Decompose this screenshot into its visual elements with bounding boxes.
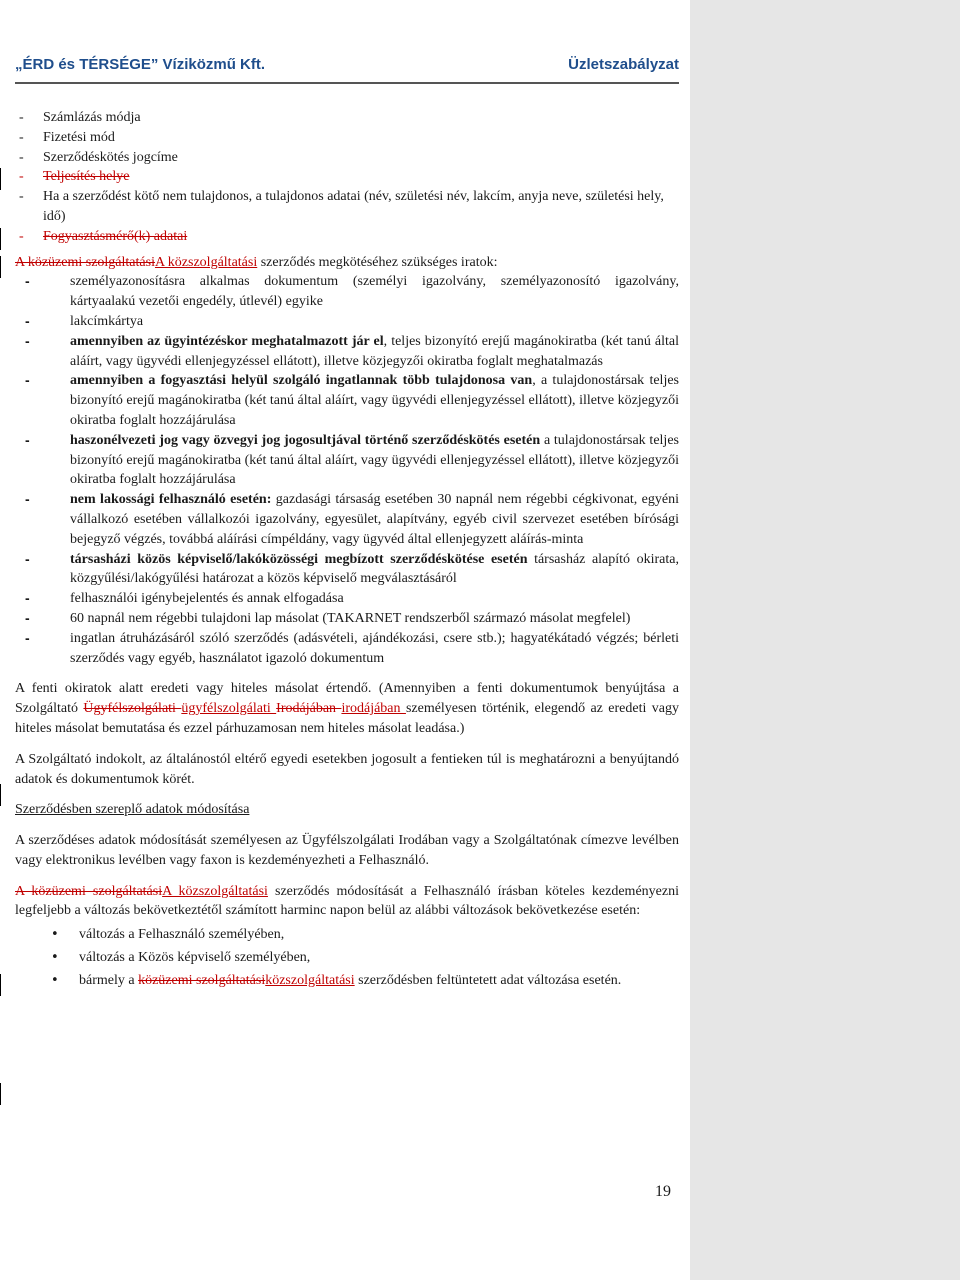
list-item-deleted: - Teljesítés helye	[15, 167, 679, 187]
change-cases-list	[15, 925, 679, 990]
page-number: 19	[655, 1183, 671, 1200]
contract-data-list	[15, 108, 679, 247]
page-body	[15, 108, 679, 994]
comment-margin-pane	[690, 0, 960, 1280]
list-item: • változás a Felhasználó személyében,	[15, 925, 679, 945]
list-item: - haszonélvezeti jog vagy özvegyi jog jogosultjával történő szerződéskötés esetén a tulajdonostársak teljes bizonyító erejű magánokiratba (két tanú által aláírt, vagy ügyvédi ellenjegyzéssel ellátott), illetve közjegyzői okiratba foglalt hozzájárulása	[15, 431, 679, 490]
page-header	[15, 56, 679, 80]
change-bar	[0, 256, 1, 278]
copy-requirement-paragraph: A fenti okiratok alatt eredeti vagy hiteles másolat értendő. (Amennyiben a fenti dokumentumok benyújtása a Szolgáltató Ügyfélszolgálati ügyfélszolgálati Irodájában irodájában személyesen történik, elegendő az eredeti vagy hiteles másolat bemutatása és ezzel párhuzamosan nem hiteles másolat leadása.)	[15, 681, 680, 736]
list-item: - Számlázás módja	[15, 108, 679, 128]
document-title: Üzletszabályzat	[568, 56, 679, 73]
list-item: - 60 napnál nem régebbi tulajdoni lap másolat (TAKARNET rendszerből származó másolat megfelel)	[15, 609, 679, 629]
list-item: • változás a Közös képviselő személyében,	[15, 948, 679, 968]
required-documents-list	[15, 272, 679, 668]
extra-data-paragraph: A Szolgáltató indokolt, az általánostól eltérő egyedi esetekben jogosult a fentieken túl is meghatározni a benyújtandó adatok és dokumentumok körét.	[15, 751, 679, 787]
list-item: - Fizetési mód	[15, 128, 679, 148]
change-bar	[0, 168, 1, 190]
list-item: • bármely a közüzemi szolgáltatásiközszolgáltatási szerződésben feltüntetett adat változása esetén.	[15, 971, 679, 991]
change-bar	[0, 974, 1, 996]
list-item: - Szerződéskötés jogcíme	[15, 148, 679, 168]
change-bar	[0, 228, 1, 250]
list-item: - Ha a szerződést kötő nem tulajdonos, a tulajdonos adatai (név, születési név, lakcím, anyja neve, születési hely, idő)	[15, 187, 679, 227]
list-item: - amennyiben az ügyintézéskor meghatalmazott jár el, teljes bizonyító erejű magánokiratba (két tanú által aláírt, vagy ügyvédi ellenjegyzéssel ellátott), illetve közjegyzői okiratba foglalt meghatalmazás	[15, 332, 679, 372]
header-divider	[15, 82, 679, 84]
list-item-deleted: - Fogyasztásmérő(k) adatai	[15, 227, 679, 247]
list-item: - lakcímkártya	[15, 312, 679, 332]
modification-paragraph: A szerződéses adatok módosítását személyesen az Ügyfélszolgálati Irodában vagy a Szolgáltatónak címezve levélben vagy elektronikus levélben vagy faxon is kezdeményezheti a Felhasználó.	[15, 833, 679, 868]
notification-paragraph: A közüzemi szolgáltatásiA közszolgáltatási szerződés módosítását a Felhasználó írásban köteles kezdeményezni legfeljebb a változás bekövetkeztétől számított harminc napon belül az alábbi változások bekövetkezése esetén:	[15, 883, 679, 919]
list-item: - amennyiben a fogyasztási helyül szolgáló ingatlannak több tulajdonosa van, a tulajdonostársak teljes bizonyító erejű magánokiratba (két tanú által aláírt, vagy ügyvédi ellenjegyzéssel ellátott), illetve közjegyzői okiratba foglalt hozzájárulása	[15, 371, 679, 430]
required-documents-intro: A közüzemi szolgáltatásiA közszolgáltatási szerződés megkötéséhez szükséges iratok:	[15, 254, 498, 270]
list-item: - társasházi közös képviselő/lakóközösségi megbízott szerződéskötése esetén társasház alapító okirata, közgyűlési/lakógyűlési határozat a közös képviselő megválasztásáról	[15, 550, 679, 590]
change-bar	[0, 784, 1, 806]
company-name: „ÉRD és TÉRSÉGE” Víziközmű Kft.	[15, 56, 266, 73]
list-item: - felhasználói igénybejelentés és annak elfogadása	[15, 589, 679, 609]
list-item: - ingatlan átruházásáról szóló szerződés (adásvételi, ajándékozási, csere stb.); hagyatékátadó végzés; bérleti szerződés vagy egyéb, használatot igazoló dokumentum	[15, 629, 679, 669]
change-bar	[0, 1083, 1, 1105]
list-item: - személyazonosításra alkalmas dokumentum (személyi igazolvány, személyazonosító igazolvány, kártyaalakú vezetői engedély, útlevél) egyike	[15, 272, 679, 312]
list-item: - nem lakossági felhasználó esetén: gazdasági társaság esetében 30 napnál nem régebbi cégkivonat, egyéni vállalkozó esetében vállalkozói igazolvány, egyesület, alapítvány, egyéb civil szervezet esetében bírósági bejegyző végzés, továbbá aláírási címpéldány, vagy ügyvéd által ellenjegyzett aláírás-minta	[15, 490, 679, 549]
section-title: Szerződésben szereplő adatok módosítása	[15, 802, 250, 818]
